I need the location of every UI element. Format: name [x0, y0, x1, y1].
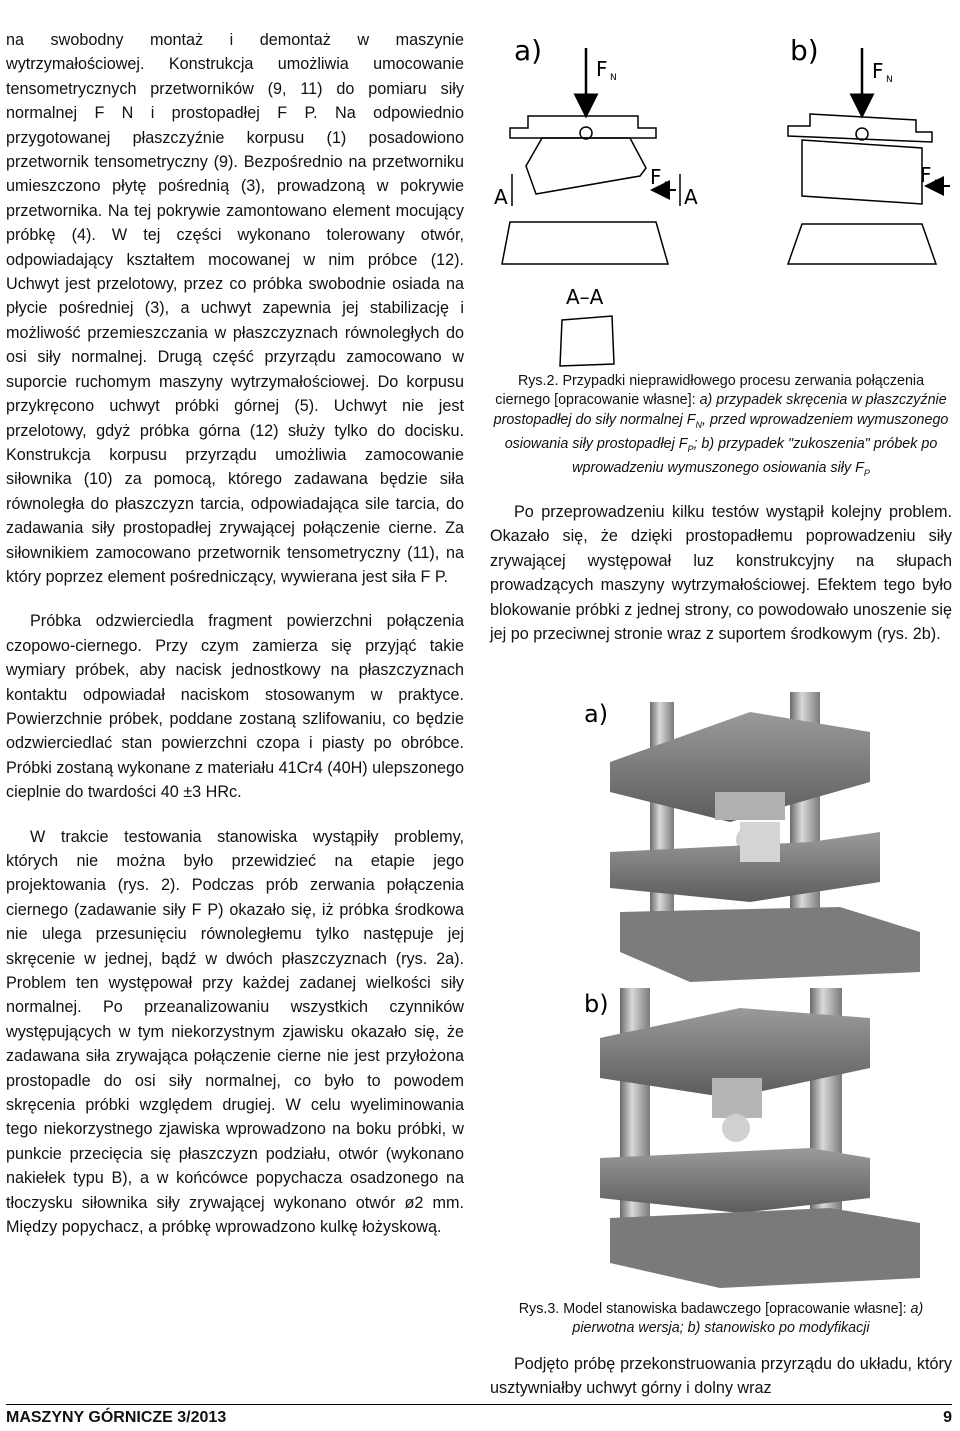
fig2-caption-text-1: Przypadki nieprawidłowego procesu zerwania połączenia ciernego [opracowanie własne]:: [495, 373, 925, 409]
right-column-top: [490, 500, 952, 646]
fig3-label-a: a): [584, 700, 609, 728]
sample-ball-b: [722, 1114, 750, 1142]
fig2-fp-b: F: [920, 163, 932, 187]
page-number: 9: [943, 1409, 952, 1426]
fig2-fn-a-sub: N: [610, 73, 617, 83]
fig3-label-b: b): [584, 990, 609, 1018]
fig2-fn-b: F: [872, 59, 884, 83]
section-aa-label: A–A: [566, 285, 604, 309]
fig2-fn-b-sub: N: [886, 75, 893, 85]
paragraph-second-problem: Po przeprowadzeniu kilku testów wystąpił kolejny problem. Okazało się, że dzięki prostopadłemu poprowadzeniu siły zrywającej występował luz konstrukcyjny na słupach prowadzących maszyny wytrzymałościowej. Efektem tego było blokowanie próbki z jednej strony, co powodowało unoszenie się jej po przeciwnej stronie wraz z suportem środkowym (rys. 2b).: [490, 503, 952, 644]
right-column-bottom: [490, 1352, 952, 1401]
middle-sample-b: [802, 140, 922, 204]
paragraph-redesign: Podjęto próbę przekonstruowania przyrządu do układu, który usztywniałby uchwyt górny i dolny wraz: [490, 1355, 952, 1398]
fig2-scheme-b: [788, 48, 950, 264]
fig2-caption-fn-sub: N: [695, 419, 702, 430]
fig2-label-a: a): [514, 34, 543, 67]
fig3-caption-number: Rys.3.: [518, 1301, 560, 1317]
fig2-caption-text-2: a) przypadek skręcenia w płaszczyźnie prostopadłej do siły normalnej F: [493, 392, 947, 428]
page-footer: [6, 1404, 952, 1429]
fig2-fp-a-sub: P: [664, 181, 670, 191]
fig2-fn-a: F: [596, 57, 608, 81]
fig2-scheme-a: [494, 48, 698, 366]
figure-3-drawing: [490, 692, 952, 1296]
fig2-caption-fp-sub: P: [687, 443, 694, 454]
upper-holder-b: [712, 1078, 762, 1118]
lower-holder-b: [788, 224, 936, 264]
fig3-model-a: [584, 692, 920, 982]
fig2-caption-fp2-sub: P: [863, 468, 870, 479]
fig2-caption-text-4: ; b) przypadek "zukoszenia" próbek po wprowadzeniu wymuszonego osiowania siły F: [572, 436, 938, 477]
paragraph-sample: Próbka odzwierciedla fragment powierzchni połączenia czopowo-ciernego. Przy czym zamierza się przyjąć takie wymiary próbek, aby nacisk jednostkowy na płaszczyznach kontaktu odpowiadał naciskom stosowanym w praktyce. Powierzchnie próbek, poddane zostaną szlifowaniu, co będzie odzwierciedlać stan powierzchni czopa i piasty po obróbce. Próbki zostaną wykonane z materiału 41Cr4 (40H) ulepszonego cieplnie do twardości 40 ±3 HRc.: [6, 612, 464, 802]
lower-holder-a: [502, 222, 668, 264]
fig3-model-b: [584, 988, 920, 1288]
ball-b: [856, 128, 868, 140]
base-b: [610, 1208, 920, 1288]
left-column: [6, 28, 464, 1240]
paragraph-testing: W trakcie testowania stanowiska wystąpiły problemy, których nie można było przewidzieć na etapie jego projektowania (rys. 2). Podczas prób zerwania połączenia ciernego (zadawanie siły F P) okazało się, iż próbka środkowa nie ulega przesunięciu równoległemu tylko następuje jej skręcenie w jednej, bądź w dwóch płaszczyznach (rys. 2a). Problem ten występował przy każdej zadanej wielkości siły normalnej. Po przeanalizowaniu wszystkich czynników występujących w tym niekorzystnym zjawisku okazało się, że zadawana siła zrywająca połączenie cierne nie jest przyłożona prostopadle do osi siły normalnej, co było to powodem skręcenia próbki względem drugiej. W celu wyeliminowania tego niekorzystnego zjawiska wprowadzono na boku próbki, w punkcie przecięcia się płaszczyzn podziału, otwór (wykonano nakiełek typu B), a w końcówce popychacza osadzonego na tłoczysku siłownika siły zrywającej wykonano otwór ø2 mm. Między popychacz, a próbkę wprowadzono kulkę łożyskową.: [6, 827, 464, 1237]
lower-holder-a: [740, 822, 780, 862]
figure-2-drawing: [490, 28, 952, 368]
figure-2-caption: [490, 372, 952, 484]
section-aa-square: [560, 316, 614, 366]
section-a-right: A: [684, 185, 698, 209]
base-a: [620, 907, 920, 982]
fig2-caption-text-3: , przed wprowadzeniem wymuszonego osiowania siły prostopadłej F: [504, 411, 949, 453]
fig2-caption-number: Rys.2.: [517, 373, 559, 389]
fig2-label-b: b): [790, 34, 819, 67]
fig2-fp-b-sub: P: [934, 179, 940, 189]
fig2-fp-a: F: [650, 165, 662, 189]
figure-3: [490, 692, 952, 1296]
fig3-caption-text: Model stanowiska badawczego [opracowanie własne]:: [563, 1301, 907, 1317]
figure-3-caption: [490, 1300, 952, 1339]
journal-name: MASZYNY GÓRNICZE 3/2013: [6, 1409, 227, 1426]
upper-holder-a: [715, 792, 785, 820]
column-left-a: [650, 702, 674, 932]
paragraph-construction: na swobodny montaż i demontaż w maszynie wytrzymałościowej. Konstrukcja umożliwia umocowanie tensometrycznych przetworników (9, 11) do pomiaru siły normalnej F N i prostopadłej F P. Na odpowiednio przygotowanej płaszczyźnie korpusu (1) posadowiono przetwornik tensometryczny (9). Bezpośrednio na przetworniku umieszczono płytę pośrednią (3), prowadzoną w pokrywie przetwornika. Na tej pokrywie zamontowano element mocujący próbkę (4). W tej części wykonano tolerowany otwór, odpowiadający kształtem mocowanej w nim próbce (12). Uchwyt jest przelotowy, przez co próbka swobodnie osiada na płycie pośredniej (3), a uchwyt zapewnia jej stabilizację i możliwość przemieszczania w płaszczyznach równoległych do osi siły normalnej. Drugą część przyrządu zamocowano w suporcie ruchomym maszyny wytrzymałościowej. Do korpusu przykręcono uchwyt próbki górnej (5). Uchwyt nie jest przelotowy, gdyż próbka górna (12) służy tylko do docisku. Konstrukcja korpusu przyrządu umożliwia zamocowanie siłownika (10) za pomocą, którego zadawana będzie siła równoległa do płaszczyzn tarcia, odpowiadająca sile tarcia, do zadawania siły prostopadłej zrywającej połączenie cierne. Za siłownikiem zamocowano przetwornik tensometryczny (11), na który poprzez element pośredniczący, wywierana jest siła F P.: [6, 31, 464, 586]
fig3-caption-italic: a) pierwotna wersja; b) stanowisko po modyfikacji: [572, 1301, 924, 1337]
middle-sample-a: [526, 138, 646, 194]
ball-a: [580, 127, 592, 139]
section-a-left: A: [494, 185, 508, 209]
figure-2: [490, 28, 952, 368]
